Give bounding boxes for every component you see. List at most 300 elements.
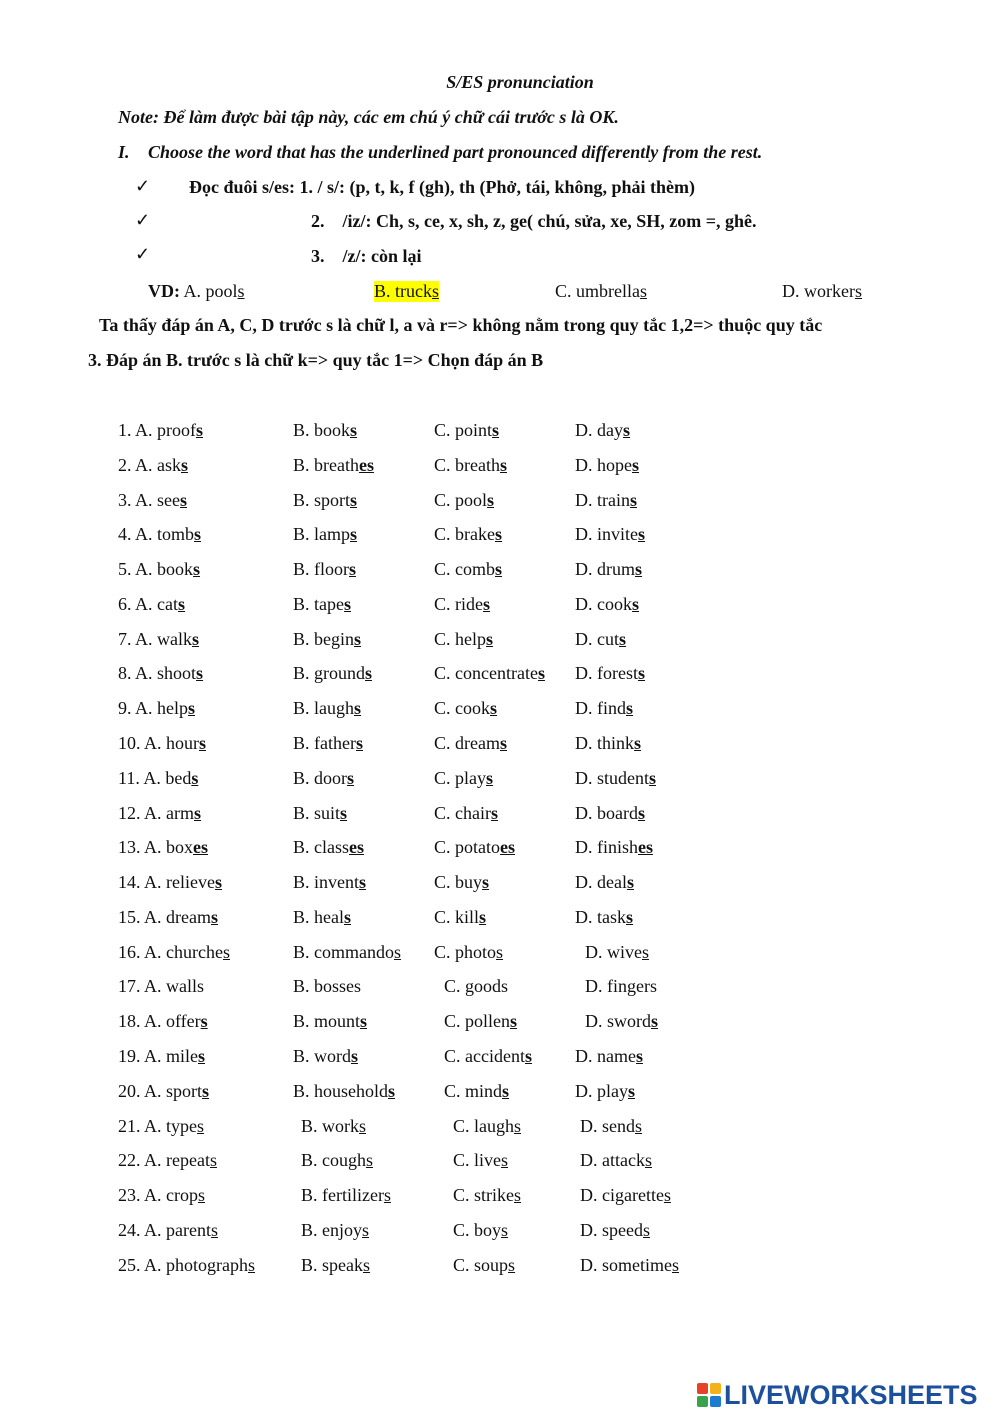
question-4-option-c [434, 524, 502, 545]
question-12-option-d [575, 803, 645, 824]
underlined-ending: s [365, 663, 373, 684]
rule-1: Đọc đuôi s/es: 1. / s/: (p, t, k, f (gh), th (Phở, tái, không, phải thèm) [189, 177, 696, 197]
option-word: 12. A. arm [118, 802, 194, 823]
question-5-option-a [118, 559, 200, 580]
underlined-ending: s [619, 628, 627, 649]
question-13-option-c [434, 837, 515, 858]
option-word: D. forest [575, 663, 638, 684]
question-3-option-b [293, 490, 357, 511]
underlined-ending: s [635, 1046, 643, 1067]
underlined-ending: s [632, 454, 640, 475]
option-word: 5. A. book [118, 559, 194, 580]
option-word: C. chair [434, 802, 491, 823]
option-word: 10. A. hour [118, 733, 199, 754]
option-word: B. sport [293, 489, 351, 510]
example-option-d: D. workers [782, 281, 862, 301]
question-10-option-c [434, 733, 507, 754]
example-option-a: A. pools [183, 281, 245, 301]
underlined-ending: s [394, 941, 402, 962]
option-word: B. tape [293, 593, 344, 614]
question-16-option-d [585, 942, 649, 963]
check-mark-icon: ✓ [135, 176, 151, 196]
question-1-option-a [118, 420, 203, 441]
option-word: B. word [293, 1046, 351, 1067]
option-word: C. brake [434, 524, 495, 545]
question-22-option-a [118, 1150, 217, 1171]
worksheet-title: S/ES pronunciation [446, 72, 594, 92]
underlined-ending: s [344, 906, 352, 927]
underlined-ending: s [499, 733, 507, 754]
example-line [148, 281, 245, 302]
question-18-option-b [293, 1011, 367, 1032]
underlined-ending: s [501, 1219, 509, 1240]
underlined-ending: s [350, 524, 358, 545]
rule-2: 2. /iz/: Ch, s, ce, x, sh, z, ge( chú, sửa, xe, SH, zom =, ghê. [311, 211, 757, 231]
option-word: D. task [575, 906, 626, 927]
option-word: B. book [293, 420, 351, 440]
question-8-option-b [293, 663, 372, 684]
option-word: C. pollen [444, 1011, 510, 1032]
liveworksheets-logo [697, 1378, 978, 1412]
question-23-option-b [301, 1185, 391, 1206]
option-word: D. cook [575, 593, 632, 614]
question-16-option-a [118, 942, 230, 963]
option-word: C. mind [444, 1080, 503, 1101]
option-word: B. fertilizer [301, 1185, 384, 1206]
option-word: D. name [575, 1046, 636, 1067]
question-7-option-d [575, 629, 626, 650]
underlined-ending: s [637, 802, 645, 823]
underlined-ending: s [355, 733, 363, 754]
question-25-option-b [301, 1255, 370, 1276]
option-word: C. play [434, 767, 486, 788]
question-24-option-d [580, 1220, 650, 1241]
option-word: D. attack [580, 1150, 645, 1171]
underlined-ending: s [222, 941, 230, 962]
question-21-option-c [453, 1116, 521, 1137]
option-word: B. heal [293, 906, 344, 927]
underlined-ending: s [537, 663, 545, 684]
question-9-option-d [575, 698, 633, 719]
option-word: 22. A. repeat [118, 1150, 210, 1171]
question-5-option-d [575, 559, 642, 580]
logo-mark-icon [697, 1383, 721, 1407]
underlined-ending: s [363, 1254, 371, 1275]
option-word: D. invite [575, 524, 638, 545]
question-9-option-c [434, 698, 497, 719]
underlined-ending: s [486, 628, 494, 649]
option-word: C. ride [434, 593, 483, 614]
question-19-option-c [444, 1046, 532, 1067]
option-word: 2. A. ask [118, 454, 181, 475]
option-word: 17. A. walls [118, 976, 205, 997]
option-word: 13. A. box [118, 837, 194, 858]
question-10-option-a [118, 733, 206, 754]
option-word: B. lamp [293, 524, 350, 545]
option-word: 25. A. photograph [118, 1254, 248, 1275]
underlined-ending: s [632, 593, 640, 614]
question-13-option-a [118, 837, 208, 858]
underlined-ending: s [502, 1080, 510, 1101]
option-word: 20. A. sport [118, 1080, 203, 1101]
section-instruction: Choose the word that has the underlined part pronounced differently from the rest. [148, 142, 763, 162]
question-14-option-c [434, 872, 489, 893]
logo-square-red [697, 1383, 708, 1394]
question-7-option-a [118, 629, 199, 650]
question-16-option-c [434, 942, 503, 963]
option-word: B. laugh [293, 698, 354, 719]
option-word: D. sword [585, 1011, 651, 1032]
option-word: B. invent [293, 872, 359, 893]
underlined-ending: es [500, 837, 515, 858]
section-heading [118, 142, 762, 163]
underlined-ending: s [644, 1150, 652, 1171]
underlined-ending: s [191, 767, 199, 788]
underlined-ending: s [486, 767, 494, 788]
question-10-option-d [575, 733, 641, 754]
question-6-option-b [293, 594, 351, 615]
example-option-c: C. umbrellas [555, 281, 647, 301]
underlined-ending: s [483, 593, 491, 614]
underlined-ending: s [202, 1080, 210, 1101]
underlined-ending: s [626, 872, 634, 893]
question-17-option-c [444, 976, 508, 997]
option-word: B. floor [293, 559, 349, 580]
underlined-ending: s [490, 802, 498, 823]
option-word: 1. A. proof [118, 420, 196, 440]
option-word: 15. A. dream [118, 906, 211, 927]
underlined-ending: s [199, 733, 207, 754]
underlined-ending: s [209, 1150, 217, 1171]
underlined-ending: s [642, 941, 650, 962]
question-13-option-d [575, 837, 653, 858]
underlined-ending: s [514, 1115, 522, 1136]
option-word: B. mount [293, 1011, 361, 1032]
underlined-ending: s [194, 524, 202, 545]
underlined-ending: s [496, 941, 504, 962]
underlined-ending: s [490, 698, 498, 719]
underlined-ending: s [210, 1219, 218, 1240]
underlined-ending: s [638, 524, 646, 545]
option-word: D. send [580, 1115, 635, 1136]
option-word: 9. A. help [118, 698, 188, 719]
underlined-ending: s [344, 593, 352, 614]
question-3-option-a [118, 490, 187, 511]
underlined-ending: s [628, 1080, 636, 1101]
option-word: C. concentrate [434, 663, 538, 684]
option-word: B. breath [293, 454, 359, 475]
question-15-option-c [434, 907, 486, 928]
option-word: C. goods [444, 976, 509, 997]
underlined-ending: s [492, 420, 500, 440]
question-12-option-b [293, 803, 347, 824]
underlined-ending: s [649, 767, 657, 788]
option-word: B. class [293, 837, 349, 858]
option-word: D. student [575, 767, 649, 788]
option-word: 11. A. bed [118, 767, 192, 788]
question-23-option-c [453, 1185, 521, 1206]
option-word: 16. A. churche [118, 941, 223, 962]
option-word: D. hope [575, 454, 632, 475]
question-6-option-d [575, 594, 639, 615]
underlined-ending: s [181, 454, 189, 475]
option-word: B. cough [301, 1150, 366, 1171]
underlined-ending: s [347, 767, 355, 788]
question-24-option-a [118, 1220, 218, 1241]
underlined-ending: s [508, 1254, 516, 1275]
question-23-option-d [580, 1185, 671, 1206]
question-17-option-a [118, 976, 204, 997]
logo-text: LIVEWORKSHEETS [724, 1379, 978, 1410]
underlined-ending: es [193, 837, 209, 858]
question-8-option-c [434, 663, 545, 684]
question-3-option-d [575, 490, 637, 511]
question-3-option-c [434, 490, 494, 511]
question-5-option-b [293, 559, 356, 580]
option-word: C. soup [453, 1254, 509, 1275]
question-21-option-d [580, 1116, 642, 1137]
option-word: B. household [293, 1080, 389, 1101]
option-word: C. accident [444, 1046, 525, 1067]
underlined-ending: s [651, 1011, 659, 1032]
option-word: D. deal [575, 872, 627, 893]
option-word: C. point [434, 420, 493, 440]
option-word: 14. A. relieve [118, 872, 215, 893]
option-word: C. help [434, 628, 486, 649]
underlined-ending: s [196, 663, 204, 684]
question-5-option-c [434, 559, 502, 580]
underlined-ending: s [192, 628, 200, 649]
question-17-option-d [585, 976, 657, 997]
underlined-ending: s [197, 1115, 205, 1136]
question-14-option-b [293, 872, 366, 893]
underlined-ending: s [198, 1185, 206, 1206]
question-17-option-b [293, 976, 361, 997]
question-25-option-d [580, 1255, 679, 1276]
question-19-option-b [293, 1046, 358, 1067]
question-7-option-c [434, 629, 493, 650]
underlined-ending: es [638, 837, 653, 858]
underlined-ending: s [501, 1150, 509, 1171]
logo-square-blue [710, 1396, 721, 1407]
option-word: D. finish [575, 837, 638, 858]
option-word: B. ground [293, 663, 365, 684]
option-word: D. speed [580, 1219, 643, 1240]
underlined-ending: s [383, 1185, 391, 1206]
question-14-option-a [118, 872, 222, 893]
underlined-ending: s [672, 1254, 680, 1275]
option-word: 23. A. crop [118, 1185, 198, 1206]
question-19-option-d [575, 1046, 643, 1067]
underlined-ending: s [198, 1046, 206, 1067]
underlined-ending: s [340, 802, 348, 823]
question-1-option-d [575, 420, 630, 441]
option-word: D. day [575, 420, 623, 440]
question-22-option-c [453, 1150, 508, 1171]
option-word: C. potato [434, 837, 500, 858]
underlined-ending: s [482, 872, 490, 893]
check-mark-icon: ✓ [135, 210, 151, 230]
note-text: Note: Để làm được bài tập này, các em chú ý chữ cái trước s là OK. [118, 107, 619, 127]
option-word: 3. A. see [118, 489, 180, 510]
question-8-option-d [575, 663, 645, 684]
question-22-option-d [580, 1150, 652, 1171]
underlined-ending: es [358, 454, 374, 475]
question-20-option-b [293, 1081, 395, 1102]
option-word: D. train [575, 489, 630, 510]
option-word: C. kill [434, 906, 480, 927]
underlined-ending: s [248, 1254, 256, 1275]
question-18-option-a [118, 1011, 208, 1032]
underlined-ending: s [178, 593, 186, 614]
underlined-ending: s [495, 559, 503, 580]
question-20-option-a [118, 1081, 209, 1102]
underlined-ending: s [510, 1011, 518, 1032]
option-word: D. fingers [585, 976, 657, 997]
question-15-option-d [575, 907, 633, 928]
underlined-ending: s [635, 1115, 643, 1136]
question-15-option-b [293, 907, 351, 928]
question-9-option-a [118, 698, 195, 719]
question-1-option-c [434, 420, 499, 441]
option-word: B. door [293, 767, 347, 788]
underlined-ending: s [196, 420, 204, 440]
underlined-ending: s [351, 1046, 359, 1067]
question-14-option-d [575, 872, 634, 893]
option-word: B. speak [301, 1254, 363, 1275]
underlined-ending: s [200, 1011, 208, 1032]
question-19-option-a [118, 1046, 205, 1067]
underlined-ending: s [366, 1150, 374, 1171]
option-word: B. commando [293, 941, 394, 962]
question-15-option-a [118, 907, 218, 928]
underlined-ending: s [663, 1185, 671, 1206]
option-word: 6. A. cat [118, 593, 178, 614]
option-word: D. board [575, 802, 638, 823]
option-word: C. dream [434, 733, 500, 754]
rule-3: 3. /z/: còn lại [311, 246, 422, 266]
section-number: I. [118, 142, 130, 162]
logo-square-green [697, 1396, 708, 1407]
option-word: B. work [301, 1115, 359, 1136]
question-2-option-a [118, 455, 188, 476]
question-8-option-a [118, 663, 203, 684]
underlined-ending: s [180, 489, 188, 510]
option-word: C. pool [434, 489, 488, 510]
question-11-option-a [118, 768, 198, 789]
example-label: VD: [148, 281, 180, 301]
underlined-ending: s [479, 906, 487, 927]
option-word: D. think [575, 733, 635, 754]
question-4-option-d [575, 524, 645, 545]
question-10-option-b [293, 733, 363, 754]
underlined-ending: s [635, 559, 643, 580]
question-20-option-d [575, 1081, 635, 1102]
option-word: D. cut [575, 628, 619, 649]
underlined-ending: s [350, 489, 358, 510]
underlined-ending: s [349, 559, 357, 580]
underlined-ending: s [499, 454, 507, 475]
question-18-option-c [444, 1011, 517, 1032]
underlined-ending: s [359, 1115, 367, 1136]
question-7-option-b [293, 629, 361, 650]
underlined-ending: s [188, 698, 196, 719]
option-word: D. drum [575, 559, 635, 580]
underlined-ending: s [360, 1011, 368, 1032]
question-23-option-a [118, 1185, 205, 1206]
question-24-option-b [301, 1220, 369, 1241]
question-25-option-c [453, 1255, 515, 1276]
option-word: 19. A. mile [118, 1046, 198, 1067]
question-11-option-b [293, 768, 354, 789]
option-word: B. father [293, 733, 356, 754]
option-word: 4. A. tomb [118, 524, 195, 545]
question-11-option-c [434, 768, 493, 789]
underlined-ending: es [349, 837, 364, 858]
underlined-ending: s [210, 906, 218, 927]
option-word: B. suit [293, 802, 341, 823]
underlined-ending: s [362, 1219, 370, 1240]
underlined-ending: s [626, 906, 634, 927]
option-word: D. cigarette [580, 1185, 664, 1206]
underlined-ending: s [487, 489, 495, 510]
option-word: B. begin [293, 628, 354, 649]
question-1-option-b [293, 420, 357, 441]
underlined-ending: s [629, 489, 637, 510]
underlined-ending: s [194, 802, 202, 823]
check-mark-icon: ✓ [135, 244, 151, 264]
question-4-option-a [118, 524, 201, 545]
option-word: 18. A. offer [118, 1011, 201, 1032]
question-2-option-c [434, 455, 507, 476]
underlined-ending: s [359, 872, 367, 893]
logo-square-yellow [710, 1383, 721, 1394]
option-word: D. wive [585, 941, 642, 962]
question-12-option-a [118, 803, 201, 824]
question-25-option-a [118, 1255, 255, 1276]
question-2-option-d [575, 455, 639, 476]
underlined-ending: s [637, 663, 645, 684]
underlined-ending: s [350, 420, 358, 440]
question-4-option-b [293, 524, 357, 545]
option-word: C. photo [434, 941, 497, 962]
option-word: D. play [575, 1080, 628, 1101]
option-word: C. live [453, 1150, 501, 1171]
option-word: C. breath [434, 454, 500, 475]
underlined-ending: s [642, 1219, 650, 1240]
question-9-option-b [293, 698, 361, 719]
option-word: D. sometime [580, 1254, 672, 1275]
example-option-b-highlighted: B. trucks [374, 281, 440, 301]
underlined-ending: s [388, 1080, 396, 1101]
option-word: C. cook [434, 698, 490, 719]
underlined-ending: s [634, 733, 642, 754]
option-word: C. strike [453, 1185, 514, 1206]
underlined-ending: s [193, 559, 201, 580]
conclusion-line-2: 3. Đáp án B. trước s là chữ k=> quy tắc 1=> Chọn đáp án B [88, 350, 544, 370]
underlined-ending: s [354, 698, 362, 719]
option-word: B. bosses [293, 976, 362, 997]
question-13-option-b [293, 837, 364, 858]
option-word: 21. A. type [118, 1115, 197, 1136]
question-6-option-c [434, 594, 490, 615]
option-word: B. enjoy [301, 1219, 362, 1240]
option-word: 24. A. parent [118, 1219, 211, 1240]
question-24-option-c [453, 1220, 508, 1241]
underlined-ending: s [214, 872, 222, 893]
underlined-ending: s [354, 628, 362, 649]
question-21-option-a [118, 1116, 204, 1137]
